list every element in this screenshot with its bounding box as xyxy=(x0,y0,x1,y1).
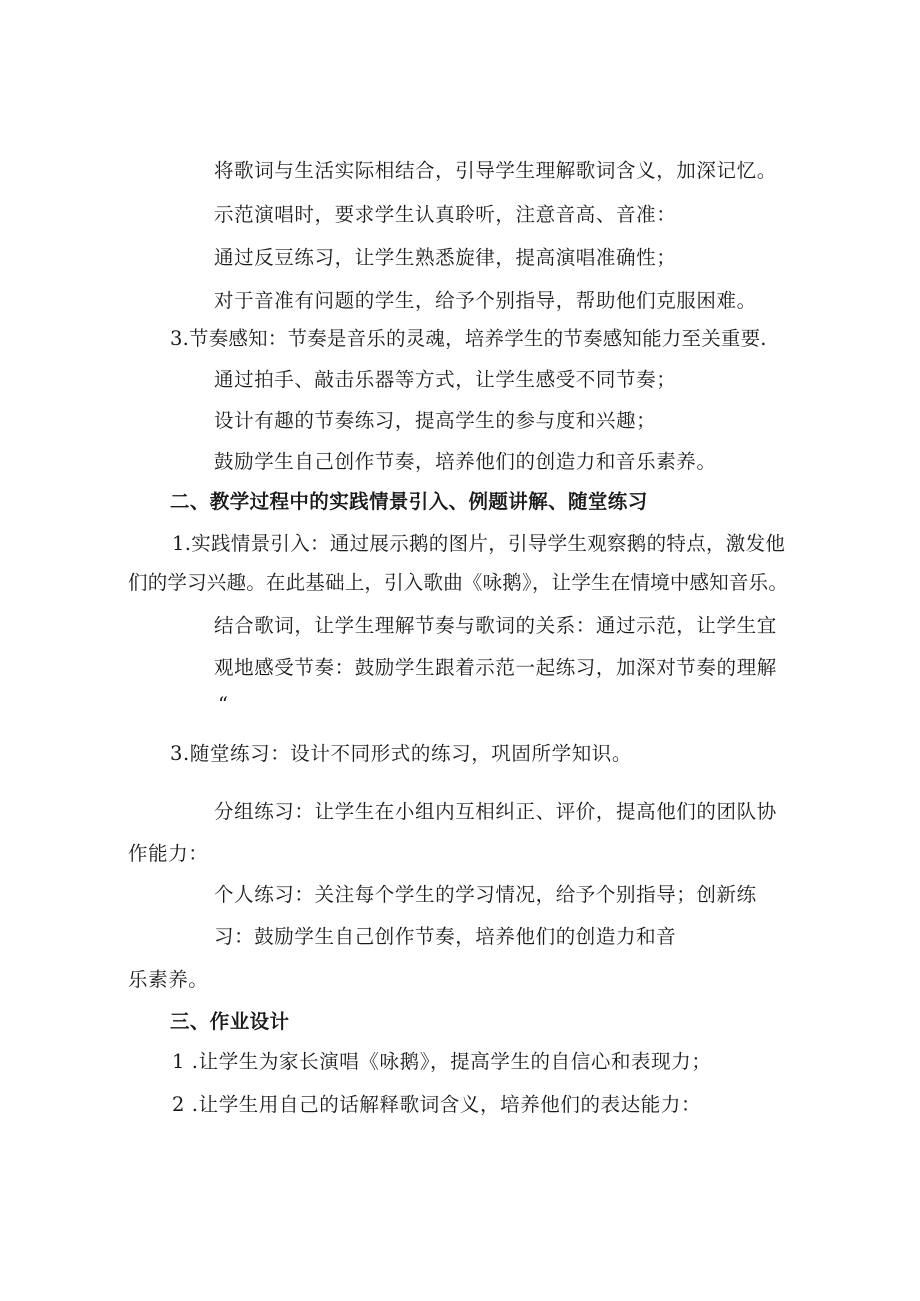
paragraph-line: 观地感受节奏：鼓励学生跟着示范一起练习，加深对节奏的理解 xyxy=(214,656,777,679)
paragraph-line: 作能力： xyxy=(128,842,209,865)
paragraph-line: 们的学习兴趣。在此基础上，引入歌曲《咏鹅》，让学生在情境中感知音乐。 xyxy=(128,571,789,594)
quote-mark: “ xyxy=(218,693,229,716)
paragraph-line: 设计有趣的节奏练习，提高学生的参与度和兴趣； xyxy=(214,409,657,432)
paragraph-line: 将歌词与生活实际相结合，引导学生理解歌词含义，加深记忆。 xyxy=(214,159,777,182)
paragraph-line: 鼓励学生自己创作节奏，培养他们的创造力和音乐素养。 xyxy=(214,450,717,473)
section-heading-3: 三、作业设计 xyxy=(170,1010,290,1033)
paragraph-line: 示范演唱时，要求学生认真聆听，注意音高、音准： xyxy=(214,203,677,226)
paragraph-line: 分组练习：让学生在小组内互相纠正、评价，提高他们的团队协 xyxy=(214,800,777,823)
paragraph-line: 习：鼓励学生自己创作节奏，培养他们的创造力和音 xyxy=(214,925,677,948)
homework-item: 2 .让学生用自己的话解释歌词含义，培养他们的表达能力： xyxy=(172,1093,702,1116)
numbered-item: 3.随堂练习：设计不同形式的练习，巩固所学知识。 xyxy=(170,742,633,765)
paragraph-line: 结合歌词，让学生理解节奏与歌词的关系：通过示范，让学生宜 xyxy=(214,614,777,637)
numbered-item: 1.实践情景引入：通过展示鹅的图片，引导学生观察鹅的特点，激发他 xyxy=(172,532,786,555)
paragraph-line: 对于音准有问题的学生，给予个别指导，帮助他们克服困难。 xyxy=(214,289,757,312)
paragraph-line: 个人练习：关注每个学生的学习情况，给予个别指导；创新练 xyxy=(214,883,757,906)
section-heading-2: 二、教学过程中的实践情景引入、例题讲解、随堂练习 xyxy=(170,490,648,513)
paragraph-line: 乐素养。 xyxy=(128,968,209,991)
paragraph-line: 通过拍手、敲击乐器等方式，让学生感受不同节奏； xyxy=(214,368,677,391)
numbered-item: 3.节奏感知：节奏是音乐的灵魂，培养学生的节奏感知能力至关重要. xyxy=(170,327,767,350)
paragraph-line: 通过反豆练习，让学生熟悉旋律，提高演唱准确性； xyxy=(214,246,677,269)
homework-item: 1 .让学生为家长演唱《咏鹅》，提高学生的自信心和表现力； xyxy=(172,1050,712,1073)
